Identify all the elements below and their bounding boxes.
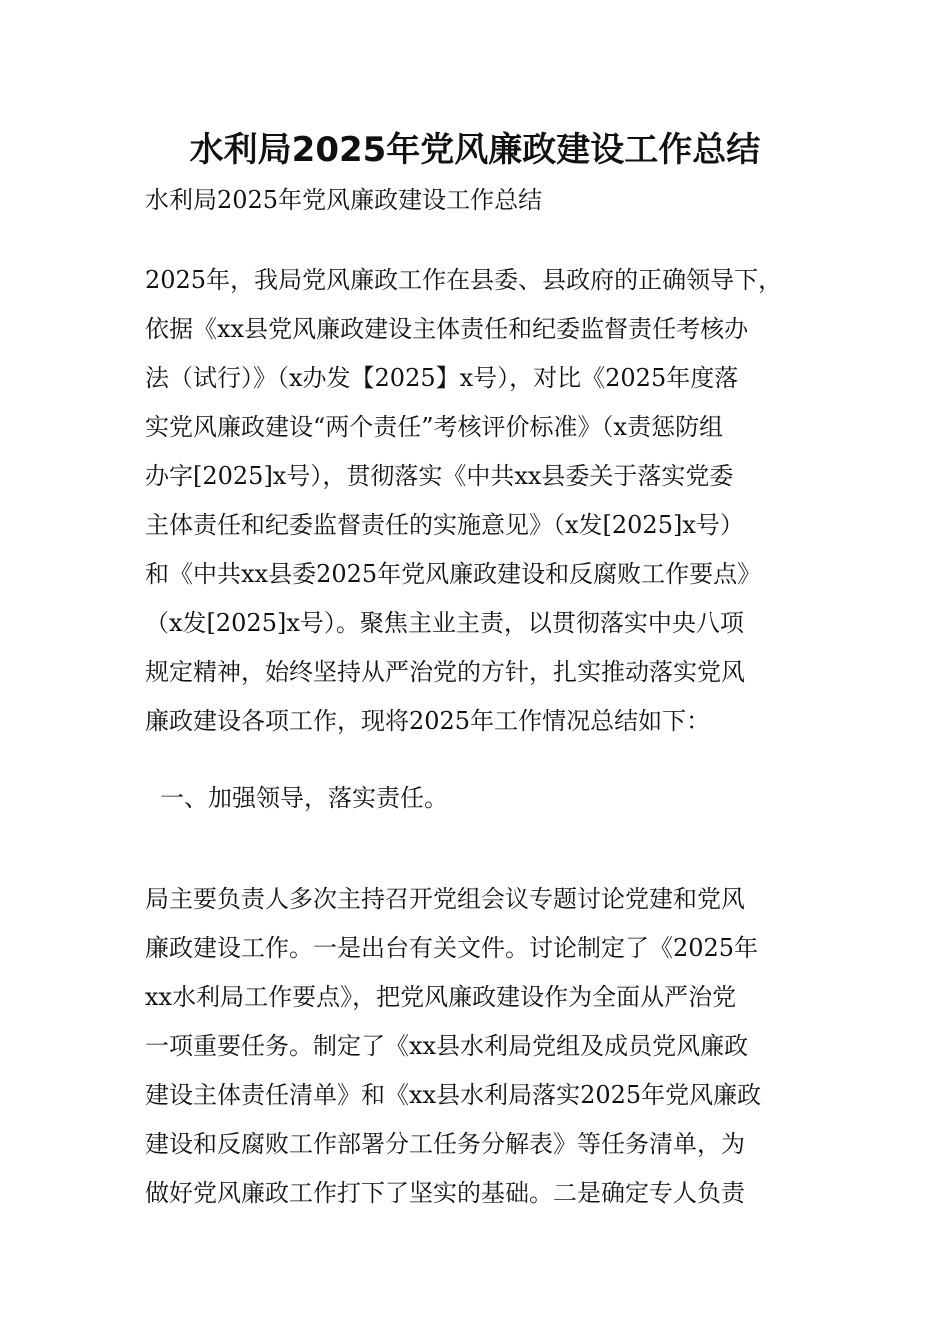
text-line: 建设主体责任清单》和《xx县水利局落实2025年党风廉政 [145,1081,762,1109]
text-line: 建设和反腐败工作部署分工任务分解表》等任务清单，为 [145,1130,745,1158]
text-line: （x发[2025]x号）。聚焦主业主责，以贯彻落实中央八项 [145,609,744,637]
text-line: 主体责任和纪委监督责任的实施意见》（x发[2025]x号） [145,511,744,539]
document-title: 水利局2025年党风廉政建设工作总结 [189,130,761,170]
text-line: 办字[2025]x号），贯彻落实《中共xx县委关于落实党委 [145,462,734,490]
text-line: 依据《xx县党风廉政建设主体责任和纪委监督责任考核办 [145,315,749,343]
text-line: 做好党风廉政工作打下了坚实的基础。二是确定专人负责 [145,1179,745,1207]
text-line: 廉政建设各项工作，现将2025年工作情况总结如下： [145,707,711,735]
document-subtitle: 水利局2025年党风廉政建设工作总结 [145,186,543,214]
text-line: 2025年，我局党风廉政工作在县委、县政府的正确领导下， [145,266,783,294]
text-line: 一项重要任务。制定了《xx县水利局党组及成员党风廉政 [145,1032,749,1060]
section-heading: 一、加强领导，落实责任。 [160,784,448,812]
text-line: 和《中共xx县委2025年党风廉政建设和反腐败工作要点》 [145,560,762,588]
text-line: xx水利局工作要点》，把党风廉政建设作为全面从严治党 [145,983,737,1011]
text-line: 廉政建设工作。一是出台有关文件。讨论制定了《2025年 [145,934,759,962]
text-line: 法（试行）》（x办发【2025】x号），对比《2025年度落 [145,364,739,392]
text-line: 实党风廉政建设“两个责任”考核评价标准》（x责惩防组 [145,413,724,441]
section1-paragraph [145,875,810,1218]
text-line: 局主要负责人多次主持召开党组会议专题讨论党建和党风 [145,885,745,913]
intro-paragraph [145,256,810,746]
text-line: 规定精神，始终坚持从严治党的方针，扎实推动落实党风 [145,658,745,686]
